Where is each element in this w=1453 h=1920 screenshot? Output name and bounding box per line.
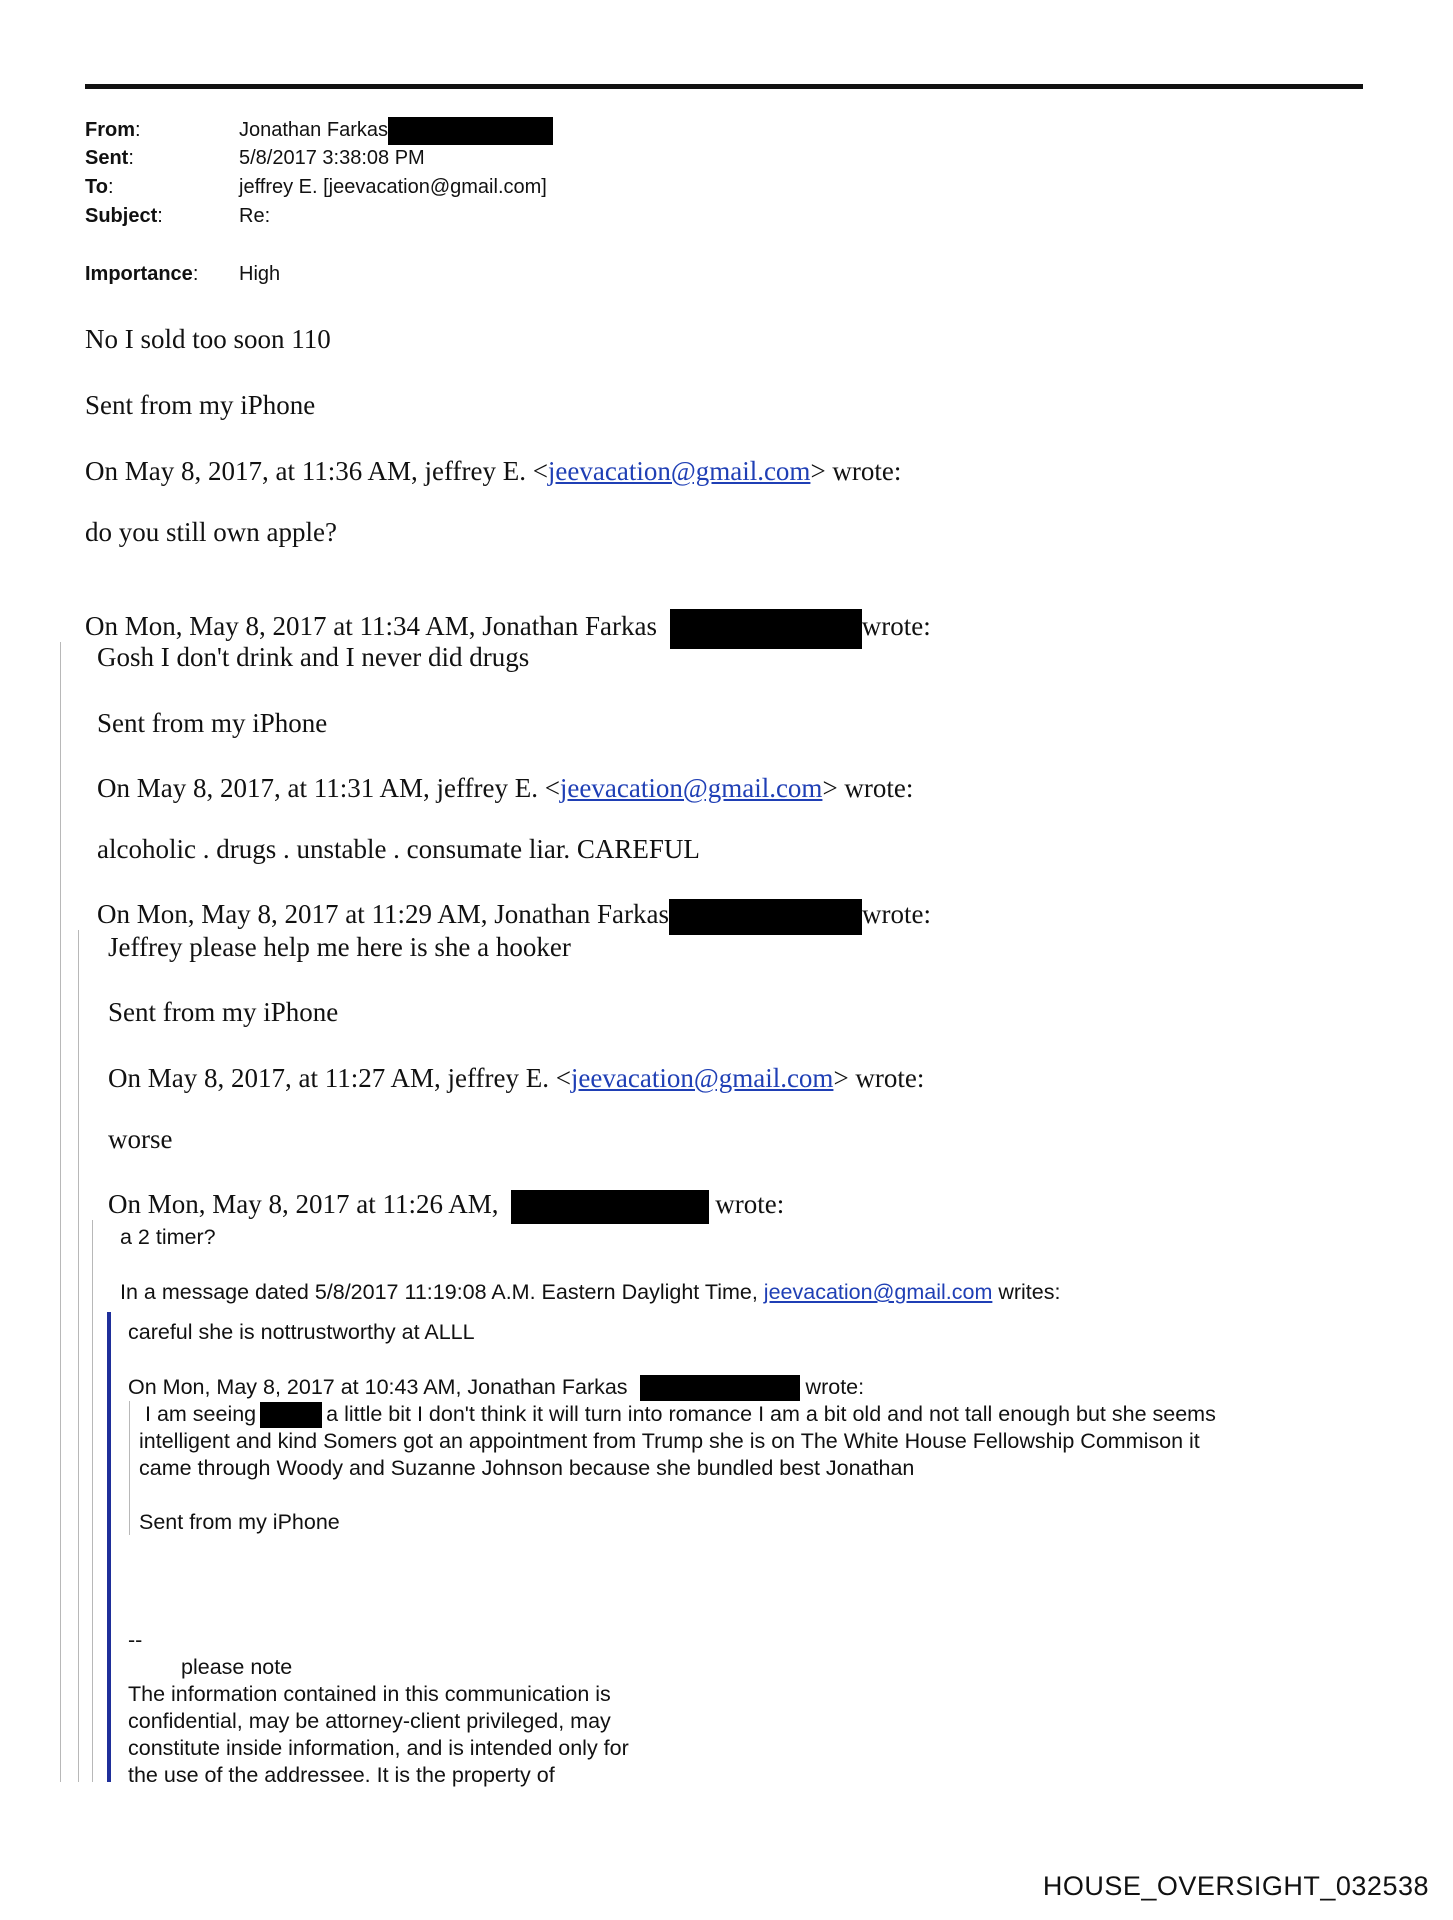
quote-intro: On Mon, May 8, 2017 at 10:43 AM, Jonathan Farkas wrote:: [128, 1374, 864, 1401]
quote-text: Gosh I don't drink and I never did drugs: [97, 642, 530, 672]
subject-value: Re:: [239, 205, 271, 227]
bates-number: HOUSE_OVERSIGHT_032538: [1042, 1871, 1429, 1901]
quote-text: alcoholic . drugs . unstable . consumate liar. CAREFUL: [97, 834, 700, 864]
from-value: Jonathan Farkas: [239, 119, 388, 141]
quote-intro: On May 8, 2017, at 11:36 AM, jeffrey E. <jeevacation@gmail.com> wrote:: [85, 456, 902, 486]
quote-text-line: came through Woody and Suzanne Johnson because she bundled best Jonathan: [139, 1456, 915, 1480]
message-text: No I sold too soon 110: [85, 324, 331, 354]
quote-border: [60, 642, 61, 1782]
quote-text-line: I am seeing a little bit I don't think it will turn into romance I am a bit old and not tall enough but she seems: [145, 1401, 1216, 1428]
note-line: confidential, may be attorney-client privileged, may: [128, 1709, 611, 1733]
quote-intro: In a message dated 5/8/2017 11:19:08 A.M. Eastern Daylight Time, jeevacation@gmail.com writes:: [120, 1280, 1061, 1304]
note-line: The information contained in this communication is: [128, 1682, 611, 1706]
quote-intro: On Mon, May 8, 2017 at 11:34 AM, Jonathan Farkas wrote:: [85, 609, 931, 649]
quote-signature: Sent from my iPhone: [108, 997, 339, 1027]
email-link[interactable]: jeevacation@gmail.com: [547, 456, 811, 486]
quote-intro: On Mon, May 8, 2017 at 11:26 AM, wrote:: [108, 1188, 784, 1224]
quote-border: [78, 930, 79, 1782]
redaction-block: [670, 609, 862, 649]
quote-text: Jeffrey please help me here is she a hooker: [108, 932, 571, 962]
quote-border: [129, 1401, 130, 1535]
redaction-block: [511, 1190, 709, 1224]
signature-separator: --: [128, 1628, 143, 1652]
quote-intro: On Mon, May 8, 2017 at 11:29 AM, Jonathan Farkas wrote:: [97, 898, 931, 935]
redaction-block: [669, 899, 862, 935]
quote-border: [92, 1220, 93, 1782]
email-link[interactable]: jeevacation@gmail.com: [570, 1063, 834, 1093]
message-signature: Sent from my iPhone: [85, 390, 316, 420]
sent-row: Sent: 5/8/2017 3:38:08 PM: [85, 147, 425, 169]
quote-text-line: intelligent and kind Somers got an appointment from Trump she is on The White House Fellowship Commison it: [139, 1429, 1200, 1453]
from-row: From: Jonathan Farkas: [85, 116, 553, 145]
note-line: constitute inside information, and is intended only for: [128, 1736, 629, 1760]
redaction-block: [260, 1402, 322, 1428]
to-row: To: jeffrey E. [jeevacation@gmail.com]: [85, 176, 547, 198]
to-label: To: [85, 176, 108, 198]
header-rule: [85, 84, 1363, 89]
quote-signature: Sent from my iPhone: [139, 1510, 340, 1534]
from-label: From: [85, 119, 135, 141]
sent-value: 5/8/2017 3:38:08 PM: [239, 147, 425, 169]
to-value: jeffrey E. [jeevacation@gmail.com]: [239, 176, 547, 198]
sent-label: Sent: [85, 147, 129, 169]
redaction-block: [640, 1375, 800, 1401]
quote-border-blue: [107, 1312, 111, 1782]
importance-value: High: [239, 263, 281, 285]
quote-intro: On May 8, 2017, at 11:27 AM, jeffrey E. <jeevacation@gmail.com> wrote:: [108, 1063, 925, 1093]
quote-intro: On May 8, 2017, at 11:31 AM, jeffrey E. <jeevacation@gmail.com> wrote:: [97, 773, 914, 803]
email-link[interactable]: jeevacation@gmail.com: [763, 1280, 993, 1304]
subject-label: Subject: [85, 205, 158, 227]
note-line: the use of the addressee. It is the property of: [128, 1763, 555, 1787]
subject-row: Subject: Re:: [85, 205, 271, 227]
quote-text: careful she is nottrustworthy at ALLL: [128, 1320, 475, 1344]
importance-row: Importance: High: [85, 263, 281, 285]
email-link[interactable]: jeevacation@gmail.com: [559, 773, 823, 803]
note-title: please note: [181, 1655, 293, 1679]
importance-label: Importance: [85, 263, 193, 285]
quote-text: worse: [108, 1124, 173, 1154]
quote-text: a 2 timer?: [120, 1225, 216, 1249]
redaction-block: [388, 117, 553, 145]
quote-signature: Sent from my iPhone: [97, 708, 328, 738]
quote-text: do you still own apple?: [85, 517, 337, 547]
